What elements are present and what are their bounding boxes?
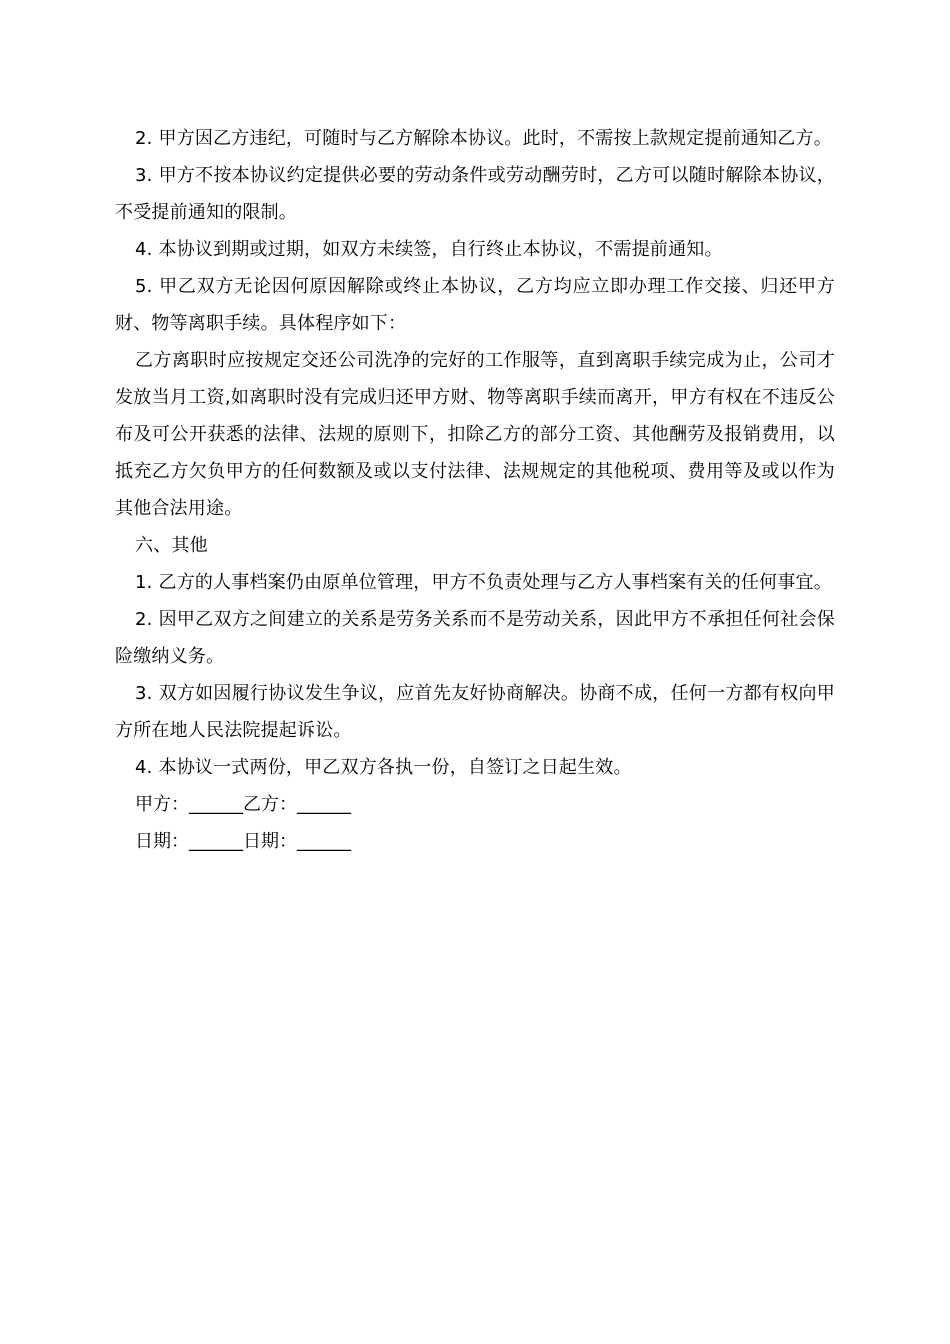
- other-clause-1-paragraph: 1. 乙方的人事档案仍由原单位管理，甲方不负责处理与乙方人事档案有关的任何事宜。: [135, 572, 832, 593]
- other-clause-4-paragraph: 4. 本协议一式两份，甲乙双方各执一份，自签订之日起生效。: [135, 757, 632, 778]
- other-clause-2-paragraph: 2. 因甲乙双方之间建立的关系是劳务关系而不是劳动关系，因此甲方不承担任何社会保险缴纳义务。: [115, 609, 835, 667]
- procedure-paragraph: 乙方离职时应按规定交还公司洗净的完好的工作服等，直到离职手续完成为止，公司才发放当月工资,如离职时没有完成归还甲方财、物等离职手续而离开，甲方有权在不违反公布及可公开获悉的法律、法规的原则下，扣除乙方的部分工资、其他酬劳及报销费用，以抵充乙方欠负甲方的任何数额及或以支付法律、法规规定的其他税项、费用等及或以作为其他合法用途。: [115, 350, 835, 519]
- document-body: [115, 120, 835, 860]
- section-6-heading: 六、其他: [135, 535, 208, 556]
- clause-2-paragraph: 2. 甲方因乙方违纪，可随时与乙方解除本协议。此时，不需按上款规定提前通知乙方。: [135, 128, 832, 149]
- other-clause-3-paragraph: 3. 双方如因履行协议发生争议，应首先友好协商解决。协商不成，任何一方都有权向甲方所在地人民法院提起诉讼。: [115, 683, 835, 741]
- date-line: 日期：______日期：______: [135, 831, 351, 852]
- signature-line: 甲方：______乙方：______: [135, 794, 351, 815]
- clause-5-paragraph: 5. 甲乙双方无论因何原因解除或终止本协议，乙方均应立即办理工作交接、归还甲方财、物等离职手续。具体程序如下：: [115, 276, 835, 334]
- clause-4-paragraph: 4. 本协议到期或过期，如双方未续签，自行终止本协议，不需提前通知。: [135, 239, 723, 260]
- clause-3-paragraph: 3. 甲方不按本协议约定提供必要的劳动条件或劳动酬劳时，乙方可以随时解除本协议，不受提前通知的限制。: [115, 165, 835, 223]
